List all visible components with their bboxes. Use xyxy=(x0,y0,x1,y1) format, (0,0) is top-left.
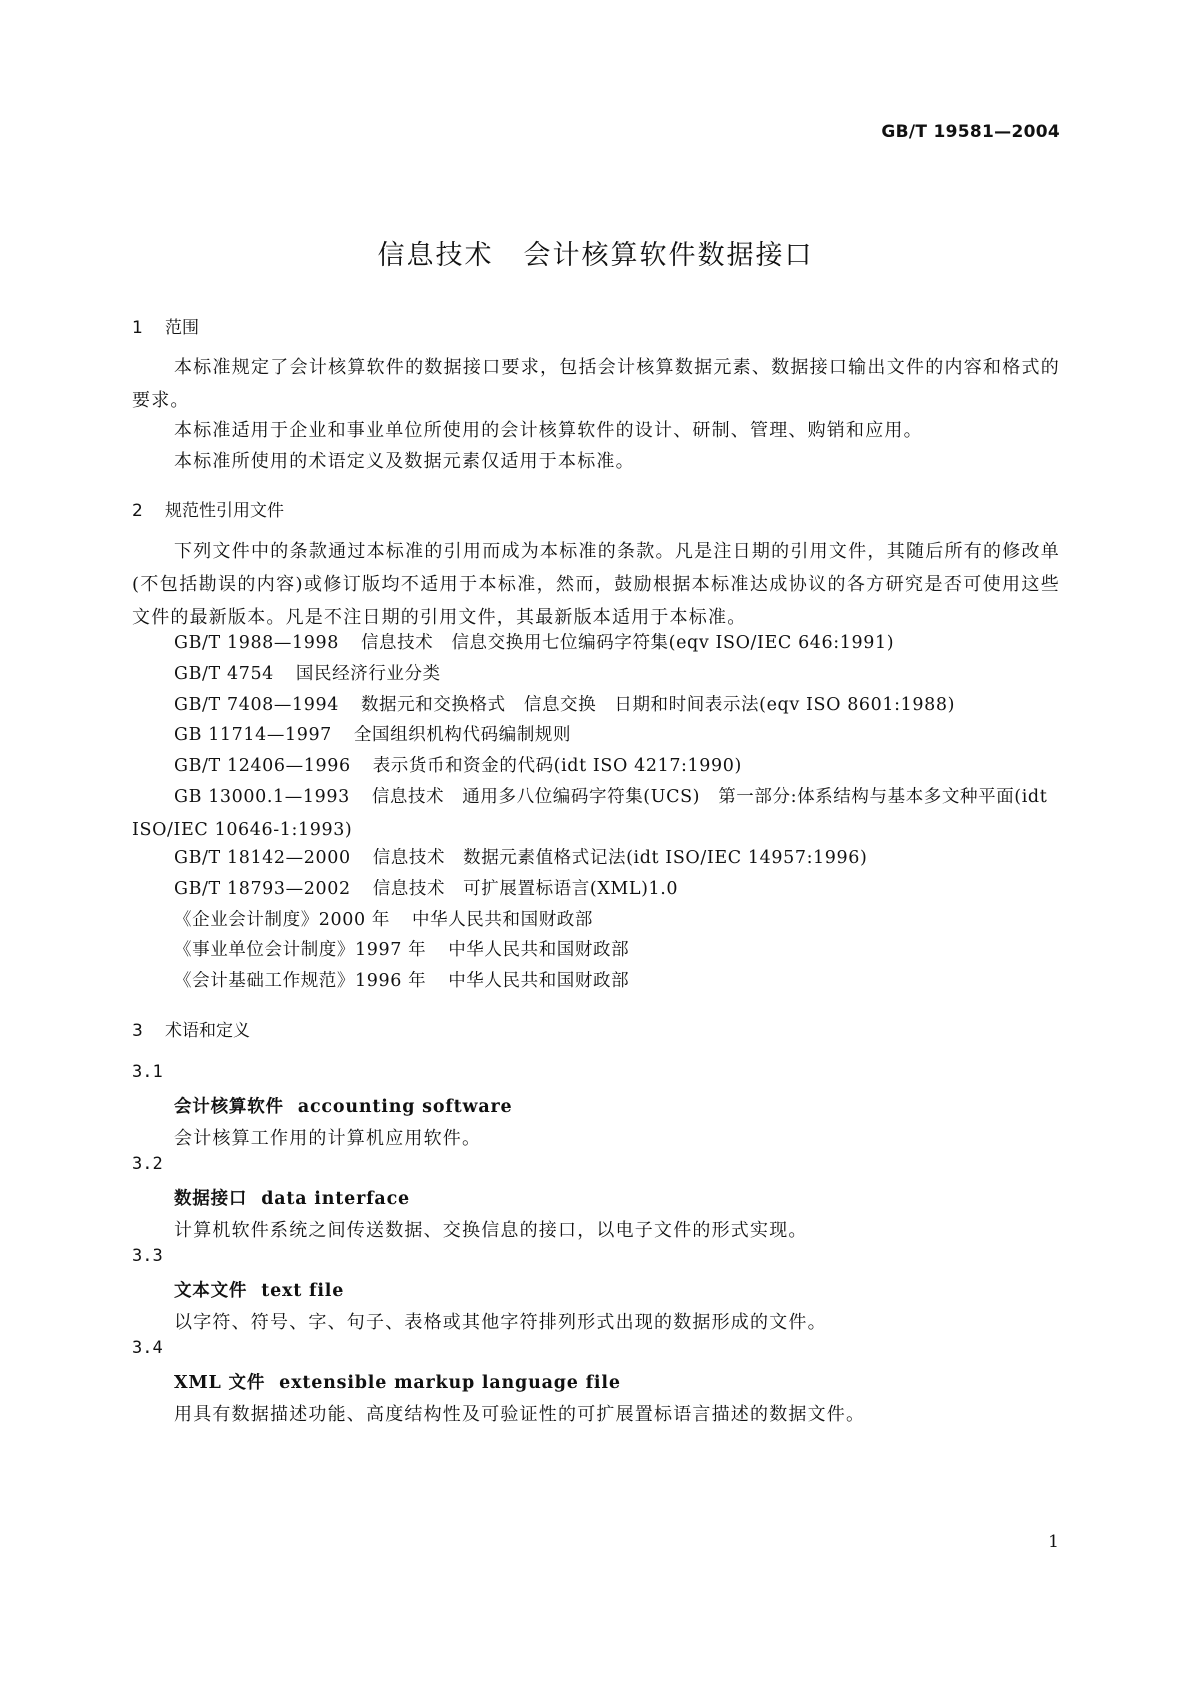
reference-item xyxy=(132,627,1060,660)
reference-title: 表示货币和资金的代码(idt ISO 4217:1990) xyxy=(372,756,742,776)
term-en: extensible markup language file xyxy=(279,1373,621,1393)
title-part1: 信息技术 xyxy=(377,240,494,271)
reference-code: 《事业单位会计制度》1997 年 xyxy=(174,940,427,960)
reference-code: GB/T 7408—1994 xyxy=(174,695,339,715)
reference-title: 信息技术 数据元素值格式记法(idt ISO/IEC 14957:1996) xyxy=(372,848,868,868)
section-heading-scope xyxy=(132,313,199,338)
section-number: 2 xyxy=(132,501,143,521)
term-cn: 数据接口 xyxy=(174,1189,248,1209)
reference-title: 国民经济行业分类 xyxy=(295,664,441,684)
term-number: 3.4 xyxy=(132,1338,163,1358)
reference-item xyxy=(132,842,1060,875)
term-number: 3.3 xyxy=(132,1246,163,1266)
term-en: text file xyxy=(261,1281,345,1301)
reference-item xyxy=(132,719,1060,752)
term-en: accounting software xyxy=(297,1097,513,1117)
reference-code: GB 13000.1—1993 xyxy=(174,787,350,807)
term-definition: 用具有数据描述功能、高度结构性及可验证性的可扩展置标语言描述的数据文件。 xyxy=(174,1404,866,1425)
term-definition: 以字符、符号、字、句子、表格或其他字符排列形式出现的数据形成的文件。 xyxy=(174,1312,827,1333)
paragraph: 本标准适用于企业和事业单位所使用的会计核算软件的设计、研制、管理、购销和应用。 xyxy=(174,420,923,441)
reference-code: 《企业会计制度》2000 年 xyxy=(174,910,390,930)
reference-item xyxy=(132,689,1060,722)
term-cn: 文本文件 xyxy=(174,1281,248,1301)
reference-code: GB/T 4754 xyxy=(174,664,274,684)
reference-code: GB/T 18793—2002 xyxy=(174,879,351,899)
reference-title: 信息技术 通用多八位编码字符集(UCS) 第一部分:体系结构与基本多文种平面(idt ISO/IEC 10646-1:1993) xyxy=(132,787,1048,840)
reference-title: 中华人民共和国财政部 xyxy=(412,910,593,930)
reference-title: 全国组织机构代码编制规则 xyxy=(353,725,572,745)
reference-title: 数据元和交换格式 信息交换 日期和时间表示法(eqv ISO 8601:1988) xyxy=(360,695,955,715)
term-name xyxy=(174,1093,512,1118)
reference-code: GB/T 1988—1998 xyxy=(174,633,339,653)
term-en: data interface xyxy=(261,1189,410,1209)
reference-title: 中华人民共和国财政部 xyxy=(448,971,630,991)
reference-title: 中华人民共和国财政部 xyxy=(448,940,630,960)
reference-code: GB/T 18142—2000 xyxy=(174,848,351,868)
page-number: 1 xyxy=(1048,1532,1059,1552)
term-name xyxy=(174,1277,344,1302)
term-cn: XML 文件 xyxy=(174,1373,266,1393)
paragraph: 本标准规定了会计核算软件的数据接口要求，包括会计核算数据元素、数据接口输出文件的内容和格式的要求。 xyxy=(132,357,1060,411)
standard-code: GB/T 19581—2004 xyxy=(881,122,1060,142)
reference-item xyxy=(132,904,1060,937)
section-title: 术语和定义 xyxy=(165,1021,250,1041)
reference-item xyxy=(132,934,1060,967)
section-title: 规范性引用文件 xyxy=(165,501,284,521)
term-name xyxy=(174,1369,621,1394)
section-number: 1 xyxy=(132,318,143,338)
reference-title: 信息技术 可扩展置标语言(XML)1.0 xyxy=(372,879,679,899)
term-definition: 会计核算工作用的计算机应用软件。 xyxy=(174,1128,482,1149)
paragraph: 本标准所使用的术语定义及数据元素仅适用于本标准。 xyxy=(174,451,635,472)
paragraph: 下列文件中的条款通过本标准的引用而成为本标准的条款。凡是注日期的引用文件，其随后所有的修改单(不包括勘误的内容)或修订版均不适用于本标准，然而，鼓励根据本标准达成协议的各方研究是否可使用这些文件的最新版本。凡是不注日期的引用文件，其最新版本适用于本标准。 xyxy=(132,541,1060,628)
reference-code: 《会计基础工作规范》1996 年 xyxy=(174,971,427,991)
reference-item xyxy=(132,781,1060,847)
term-name xyxy=(174,1185,410,1210)
reference-item xyxy=(132,965,1060,998)
title-part2: 会计核算软件数据接口 xyxy=(523,240,814,271)
reference-item xyxy=(132,873,1060,906)
section-number: 3 xyxy=(132,1021,143,1041)
reference-code: GB 11714—1997 xyxy=(174,725,332,745)
term-cn: 会计核算软件 xyxy=(174,1097,284,1117)
reference-item xyxy=(132,658,1060,691)
section-title: 范围 xyxy=(165,318,199,338)
section-heading-terms xyxy=(132,1016,250,1041)
reference-item xyxy=(132,750,1060,783)
term-number: 3.2 xyxy=(132,1154,163,1174)
term-number: 3.1 xyxy=(132,1062,163,1082)
term-definition: 计算机软件系统之间传送数据、交换信息的接口，以电子文件的形式实现。 xyxy=(174,1220,808,1241)
reference-title: 信息技术 信息交换用七位编码字符集(eqv ISO/IEC 646:1991) xyxy=(360,633,895,653)
document-title xyxy=(0,233,1191,272)
section-heading-references xyxy=(132,496,284,521)
reference-code: GB/T 12406—1996 xyxy=(174,756,351,776)
